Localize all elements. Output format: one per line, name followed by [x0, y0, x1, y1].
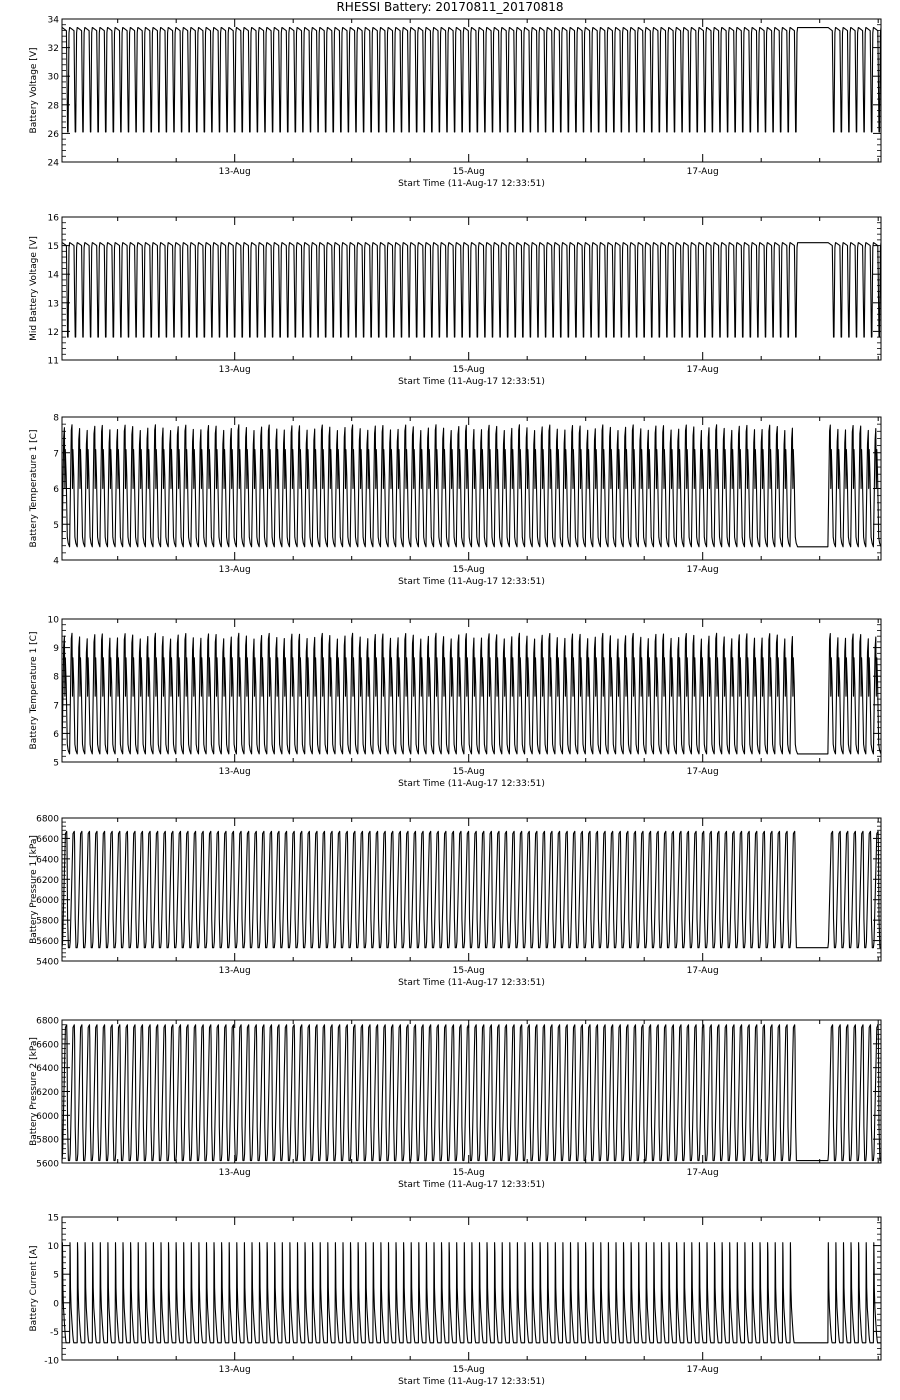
x-tick-label: 17-Aug: [686, 966, 719, 976]
series-line-1: [62, 1243, 881, 1343]
series-line-1: [62, 1025, 881, 1161]
x-tick-label: 13-Aug: [218, 167, 251, 177]
y-tick-label: 32: [47, 44, 59, 55]
x-tick-label: 15-Aug: [452, 966, 485, 976]
y-axis-label: Battery Pressure 2 [kPa]: [29, 1037, 39, 1146]
series-line-1: [62, 831, 881, 947]
y-axis-label: Battery Temperature 1 [C]: [29, 429, 39, 548]
x-tick-label: 15-Aug: [452, 565, 485, 575]
y-tick-label: 5: [53, 520, 59, 531]
y-axis-label: Battery Pressure 1 [kPa]: [29, 835, 39, 944]
x-tick-label: 17-Aug: [686, 565, 719, 575]
x-tick-label: 15-Aug: [452, 1168, 485, 1178]
y-axis-label: Battery Current [A]: [29, 1245, 39, 1332]
y-tick-label: 6000: [36, 896, 59, 907]
x-tick-label: 17-Aug: [686, 767, 719, 777]
x-tick-label: 17-Aug: [686, 1168, 719, 1178]
x-axis-label: Start Time (11-Aug-17 12:33:51): [398, 978, 545, 988]
y-tick-label: 8: [53, 413, 59, 424]
chart-panel-4: [29, 616, 881, 790]
y-tick-label: 6600: [36, 834, 59, 845]
x-axis-label: Start Time (11-Aug-17 12:33:51): [398, 1180, 545, 1190]
x-tick-label: 13-Aug: [218, 966, 251, 976]
y-tick-label: 0: [53, 1299, 59, 1310]
x-axis-label: Start Time (11-Aug-17 12:33:51): [398, 179, 545, 189]
page-title: RHESSI Battery: 20170811_20170818: [336, 0, 564, 14]
chart-panel-2: [29, 214, 881, 388]
x-tick-label: 15-Aug: [452, 1365, 485, 1375]
y-tick-label: 6200: [36, 875, 59, 886]
y-tick-label: -5: [50, 1327, 59, 1338]
y-tick-label: 6400: [36, 1064, 59, 1075]
y-tick-label: 5: [53, 758, 59, 769]
y-tick-label: 8: [53, 672, 59, 683]
chart-panel-5: [29, 815, 881, 989]
chart-panel-7: [29, 1214, 881, 1388]
x-axis-label: Start Time (11-Aug-17 12:33:51): [398, 1377, 545, 1387]
y-axis-label: Battery Voltage [V]: [29, 47, 39, 134]
y-tick-label: 6800: [36, 1016, 59, 1027]
y-tick-label: 11: [47, 356, 59, 367]
chart-panel-3: [29, 414, 881, 588]
series-line-1: [62, 633, 881, 754]
y-tick-label: 26: [47, 129, 59, 140]
y-tick-label: 5600: [36, 1159, 59, 1170]
y-tick-label: 12: [47, 327, 59, 338]
x-axis-label: Start Time (11-Aug-17 12:33:51): [398, 779, 545, 789]
y-tick-label: 7: [53, 701, 59, 712]
y-tick-label: 5: [53, 1270, 59, 1281]
x-tick-label: 15-Aug: [452, 767, 485, 777]
y-tick-label: 6000: [36, 1111, 59, 1122]
series-line-1: [62, 243, 881, 337]
y-tick-label: 6800: [36, 814, 59, 825]
series-line-1: [62, 425, 881, 547]
y-tick-label: 13: [47, 299, 59, 310]
y-tick-label: 6400: [36, 855, 59, 866]
y-tick-label: 5400: [36, 957, 59, 968]
y-tick-label: 9: [53, 644, 59, 655]
y-axis-label: Battery Temperature 1 [C]: [29, 631, 39, 750]
y-tick-label: 5600: [36, 937, 59, 948]
x-axis-label: Start Time (11-Aug-17 12:33:51): [398, 577, 545, 587]
x-tick-label: 17-Aug: [686, 167, 719, 177]
y-tick-label: 6200: [36, 1088, 59, 1098]
y-tick-label: 28: [47, 101, 59, 112]
x-tick-label: 13-Aug: [218, 565, 251, 575]
x-tick-label: 17-Aug: [686, 1365, 719, 1375]
x-tick-label: 13-Aug: [218, 1365, 251, 1375]
y-tick-label: 10: [47, 615, 59, 626]
x-axis-label: Start Time (11-Aug-17 12:33:51): [398, 377, 545, 387]
x-tick-label: 15-Aug: [452, 365, 485, 375]
y-tick-label: 15: [47, 242, 59, 253]
y-axis-label: Mid Battery Voltage [V]: [29, 236, 39, 341]
chart-panel-1: [29, 16, 881, 190]
x-tick-label: 13-Aug: [218, 1168, 251, 1178]
y-tick-label: 7: [53, 449, 59, 460]
x-tick-label: 13-Aug: [218, 767, 251, 777]
y-tick-label: 6: [53, 485, 59, 495]
y-tick-label: 6: [53, 729, 59, 740]
y-tick-label: 14: [47, 270, 59, 281]
y-tick-label: 30: [47, 72, 59, 83]
y-tick-label: 4: [53, 556, 59, 567]
y-tick-label: 5800: [36, 916, 59, 927]
y-tick-label: 24: [47, 158, 59, 169]
x-tick-label: 13-Aug: [218, 365, 251, 375]
y-tick-label: 16: [47, 213, 59, 224]
y-tick-label: 6600: [36, 1040, 59, 1051]
y-tick-label: 15: [47, 1213, 59, 1224]
y-tick-label: 34: [47, 15, 59, 26]
chart-panel-6: [29, 1017, 881, 1191]
x-tick-label: 15-Aug: [452, 167, 485, 177]
y-tick-label: 10: [47, 1242, 59, 1253]
x-tick-label: 17-Aug: [686, 365, 719, 375]
y-tick-label: 5800: [36, 1135, 59, 1146]
series-line-1: [62, 28, 881, 132]
y-tick-label: -10: [44, 1356, 59, 1367]
